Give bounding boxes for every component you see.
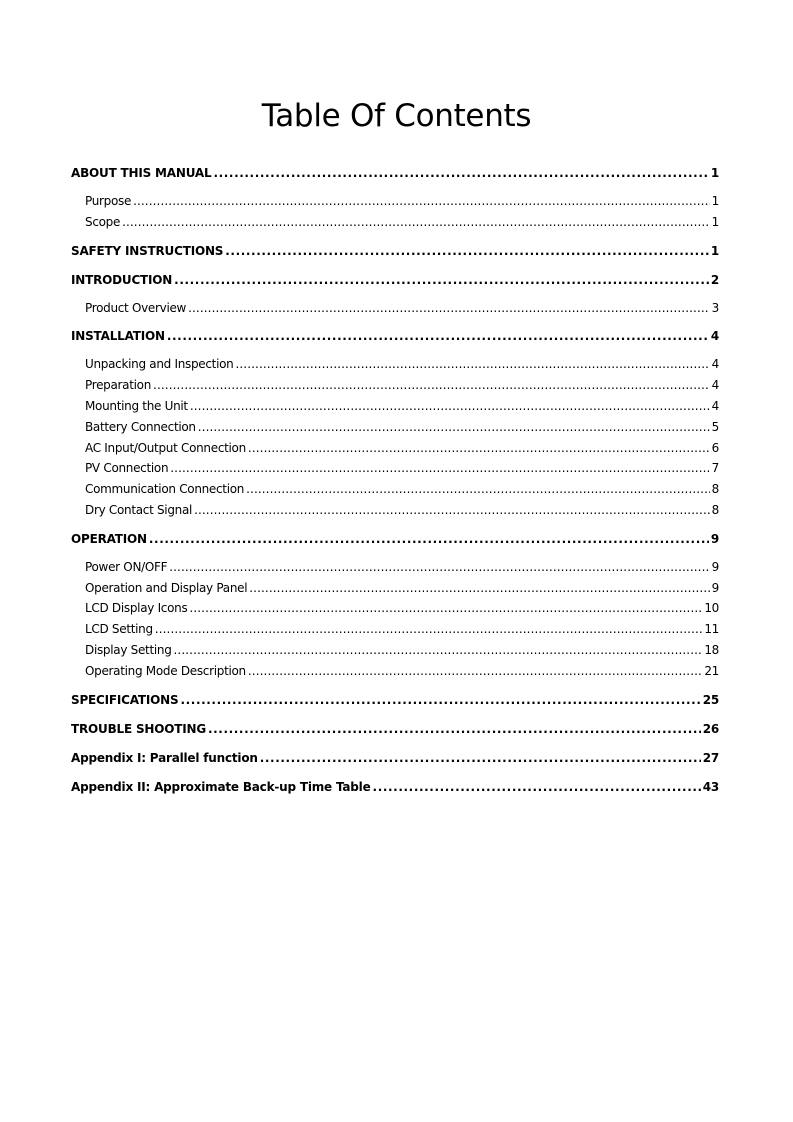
toc-entry-label: OPERATION	[71, 531, 147, 546]
toc-subsection-entry[interactable]	[71, 500, 719, 521]
toc-dot-leader	[167, 326, 709, 347]
toc-dot-leader	[169, 557, 709, 578]
toc-dot-leader	[260, 748, 701, 769]
toc-subsection-entry[interactable]	[71, 661, 719, 682]
toc-page-number: 7	[711, 461, 719, 476]
toc-dot-leader	[174, 640, 703, 661]
toc-subsection-entry[interactable]	[71, 212, 719, 233]
toc-entry-label: Unpacking and Inspection	[85, 357, 234, 372]
toc-page-number: 4	[711, 357, 719, 372]
toc-page-number: 8	[711, 502, 719, 517]
toc-subsection-entry[interactable]	[71, 375, 719, 396]
toc-page-number: 8	[711, 482, 719, 497]
toc-entry-label: TROUBLE SHOOTING	[71, 721, 206, 736]
toc-subsection-entry[interactable]	[71, 298, 719, 319]
toc-page-number: 9	[711, 580, 719, 595]
toc-dot-leader	[149, 529, 709, 550]
toc-page-number: 9	[711, 559, 719, 574]
toc-entry-label: LCD Setting	[85, 622, 153, 637]
toc-subsection-entry[interactable]	[71, 598, 719, 619]
toc-entry-label: Preparation	[85, 378, 152, 393]
toc-entry-label: SAFETY INSTRUCTIONS	[71, 243, 224, 258]
toc-page-number: 4	[711, 398, 719, 413]
toc-section-entry[interactable]	[71, 748, 719, 769]
toc-subsection-entry[interactable]	[71, 557, 719, 578]
toc-entry-label: Operation and Display Panel	[85, 580, 248, 595]
toc-entry-label: LCD Display Icons	[85, 601, 188, 616]
toc-dot-leader	[213, 163, 708, 184]
toc-dot-leader	[373, 777, 701, 798]
toc-page-number: 43	[702, 779, 719, 794]
toc-page-number: 1	[710, 243, 719, 258]
toc-dot-leader	[194, 500, 710, 521]
toc-dot-leader	[174, 270, 709, 291]
toc-section-entry[interactable]	[71, 719, 719, 740]
toc-page-number: 5	[711, 419, 719, 434]
toc-section-entry[interactable]	[71, 241, 719, 262]
toc-dot-leader	[246, 479, 710, 500]
table-of-contents	[71, 163, 719, 798]
toc-page-number: 26	[702, 721, 719, 736]
toc-dot-leader	[133, 191, 710, 212]
toc-dot-leader	[189, 598, 702, 619]
toc-page-number: 2	[710, 272, 719, 287]
toc-entry-label: Appendix II: Approximate Back-up Time Table	[71, 779, 371, 794]
toc-entry-label: Scope	[85, 214, 121, 229]
toc-entry-label: Appendix I: Parallel function	[71, 750, 258, 765]
toc-subsection-entry[interactable]	[71, 417, 719, 438]
toc-page-number: 25	[702, 692, 719, 707]
toc-section-entry[interactable]	[71, 529, 719, 550]
toc-entry-label: SPECIFICATIONS	[71, 692, 179, 707]
toc-subsection-entry[interactable]	[71, 438, 719, 459]
toc-section-entry[interactable]	[71, 163, 719, 184]
toc-page-number: 6	[711, 440, 719, 455]
toc-page-number: 11	[704, 622, 719, 637]
toc-subsection-entry[interactable]	[71, 191, 719, 212]
toc-entry-label: AC Input/Output Connection	[85, 440, 246, 455]
toc-entry-label: Product Overview	[85, 300, 187, 315]
toc-dot-leader	[248, 661, 702, 682]
toc-dot-leader	[208, 719, 701, 740]
toc-dot-leader	[153, 375, 710, 396]
toc-page-number: 1	[711, 214, 719, 229]
toc-section-entry[interactable]	[71, 690, 719, 711]
toc-entry-label: Operating Mode Description	[85, 663, 246, 678]
toc-page-number: 4	[711, 378, 719, 393]
toc-dot-leader	[155, 619, 703, 640]
toc-page-number: 9	[710, 531, 719, 546]
page-title: Table Of Contents	[261, 97, 532, 134]
toc-dot-leader	[248, 438, 710, 459]
toc-entry-label: ABOUT THIS MANUAL	[71, 166, 212, 180]
toc-entry-label: INSTALLATION	[71, 329, 165, 344]
toc-dot-leader	[249, 578, 709, 599]
toc-section-entry[interactable]	[71, 326, 719, 347]
toc-entry-label: PV Connection	[85, 461, 169, 476]
toc-dot-leader	[188, 298, 710, 319]
toc-entry-label: Dry Contact Signal	[85, 502, 193, 517]
toc-dot-leader	[235, 354, 709, 375]
toc-entry-label: Mounting the Unit	[85, 398, 188, 413]
toc-entry-label: Display Setting	[85, 642, 172, 657]
toc-dot-leader	[198, 417, 710, 438]
toc-subsection-entry[interactable]	[71, 354, 719, 375]
toc-page-number: 10	[704, 601, 719, 616]
toc-dot-leader	[170, 458, 709, 479]
toc-dot-leader	[122, 212, 710, 233]
toc-entry-label: Battery Connection	[85, 419, 196, 434]
toc-subsection-entry[interactable]	[71, 396, 719, 417]
toc-section-entry[interactable]	[71, 777, 719, 798]
toc-entry-label: INTRODUCTION	[71, 272, 173, 287]
toc-subsection-entry[interactable]	[71, 640, 719, 661]
toc-entry-label: Power ON/OFF	[85, 559, 168, 574]
toc-subsection-entry[interactable]	[71, 458, 719, 479]
toc-page-number: 3	[711, 300, 719, 315]
toc-dot-leader	[225, 241, 709, 262]
toc-page-number: 18	[704, 642, 719, 657]
toc-subsection-entry[interactable]	[71, 479, 719, 500]
toc-page-number: 27	[702, 750, 719, 765]
toc-subsection-entry[interactable]	[71, 619, 719, 640]
toc-page-number: 21	[704, 663, 719, 678]
toc-section-entry[interactable]	[71, 270, 719, 291]
toc-page-number: 1	[710, 166, 719, 180]
toc-page-number: 1	[711, 194, 719, 208]
toc-page-number: 4	[710, 329, 719, 344]
toc-dot-leader	[180, 690, 700, 711]
toc-entry-label: Communication Connection	[85, 482, 245, 497]
toc-entry-label: Purpose	[85, 194, 132, 208]
toc-dot-leader	[190, 396, 710, 417]
toc-subsection-entry[interactable]	[71, 578, 719, 599]
